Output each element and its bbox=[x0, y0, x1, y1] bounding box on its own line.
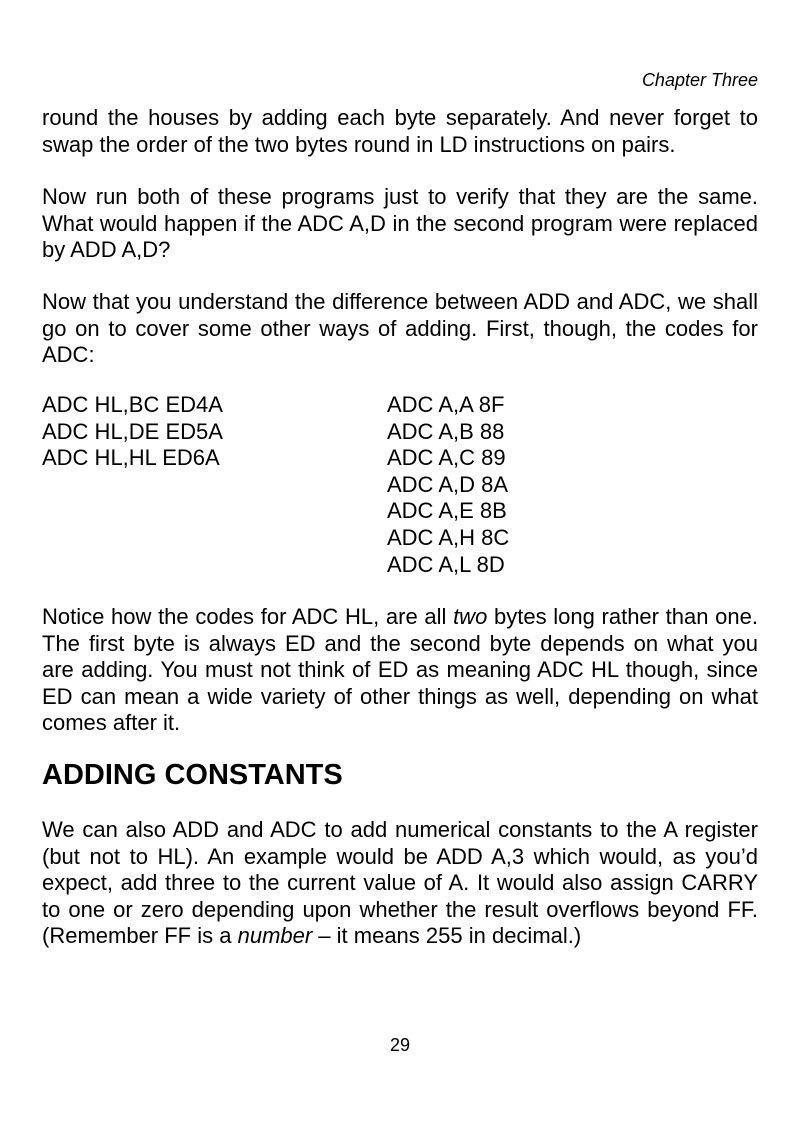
code-row: ADC A,A 8F bbox=[387, 392, 505, 417]
code-row: ADC A,L 8D bbox=[387, 551, 505, 577]
code-row: ADC HL,BC ED4A bbox=[42, 392, 223, 417]
paragraph-4 bbox=[42, 604, 758, 737]
code-row: ADC A,H 8C bbox=[387, 524, 510, 550]
emphasis: two bbox=[453, 604, 488, 629]
paragraph-3: Now that you understand the difference between ADD and ADC, we shall go on to cover some other ways of adding. First, though, the codes for ADC: bbox=[42, 289, 758, 368]
hl-codes-column bbox=[42, 392, 223, 472]
text-segment: We can also ADD and ADC to add numerical constants to the A register (but not to HL). An example would be ADD A,3 which would, as you’d expect, add three to the current value of A. It would also assign CARRY to one or zero depending upon whether the result overflows beyond FF. (Remember FF is a bbox=[42, 817, 758, 949]
a-codes-column bbox=[387, 392, 509, 578]
code-row: ADC HL,DE ED5A bbox=[42, 418, 223, 444]
section-heading: ADDING CONSTANTS bbox=[42, 759, 343, 791]
page-number: 29 bbox=[389, 1035, 411, 1055]
code-row: ADC A,C 89 bbox=[387, 445, 506, 471]
paragraph-1: round the houses by adding each byte separately. And never forget to swap the order of the two bytes round in LD instructions on pairs. bbox=[42, 105, 758, 157]
code-row: ADC A,E 8B bbox=[387, 498, 507, 524]
code-row: ADC A,D 8A bbox=[387, 471, 509, 497]
emphasis: number bbox=[237, 923, 313, 949]
paragraph-2: Now run both of these programs just to verify that they are the same. What would happen if the ADC A,D in the second program were replaced by ADD A,D? bbox=[42, 184, 758, 263]
code-row: ADC A,B 88 bbox=[387, 418, 505, 444]
text-segment: Notice how the codes for ADC HL, are all bbox=[42, 604, 454, 629]
paragraph-5 bbox=[42, 817, 758, 950]
text-segment: bytes long rather than one. The first byte is always ED and the second byte depends on what you are adding. You must not think of ED as meaning ADC HL though, since ED can mean a wide variety of other things as well, depending on what comes after it. bbox=[42, 604, 758, 736]
running-header: Chapter Three bbox=[641, 70, 758, 90]
code-row: ADC HL,HL ED6A bbox=[42, 445, 220, 471]
text-segment: – it means 255 in decimal.) bbox=[312, 923, 582, 949]
